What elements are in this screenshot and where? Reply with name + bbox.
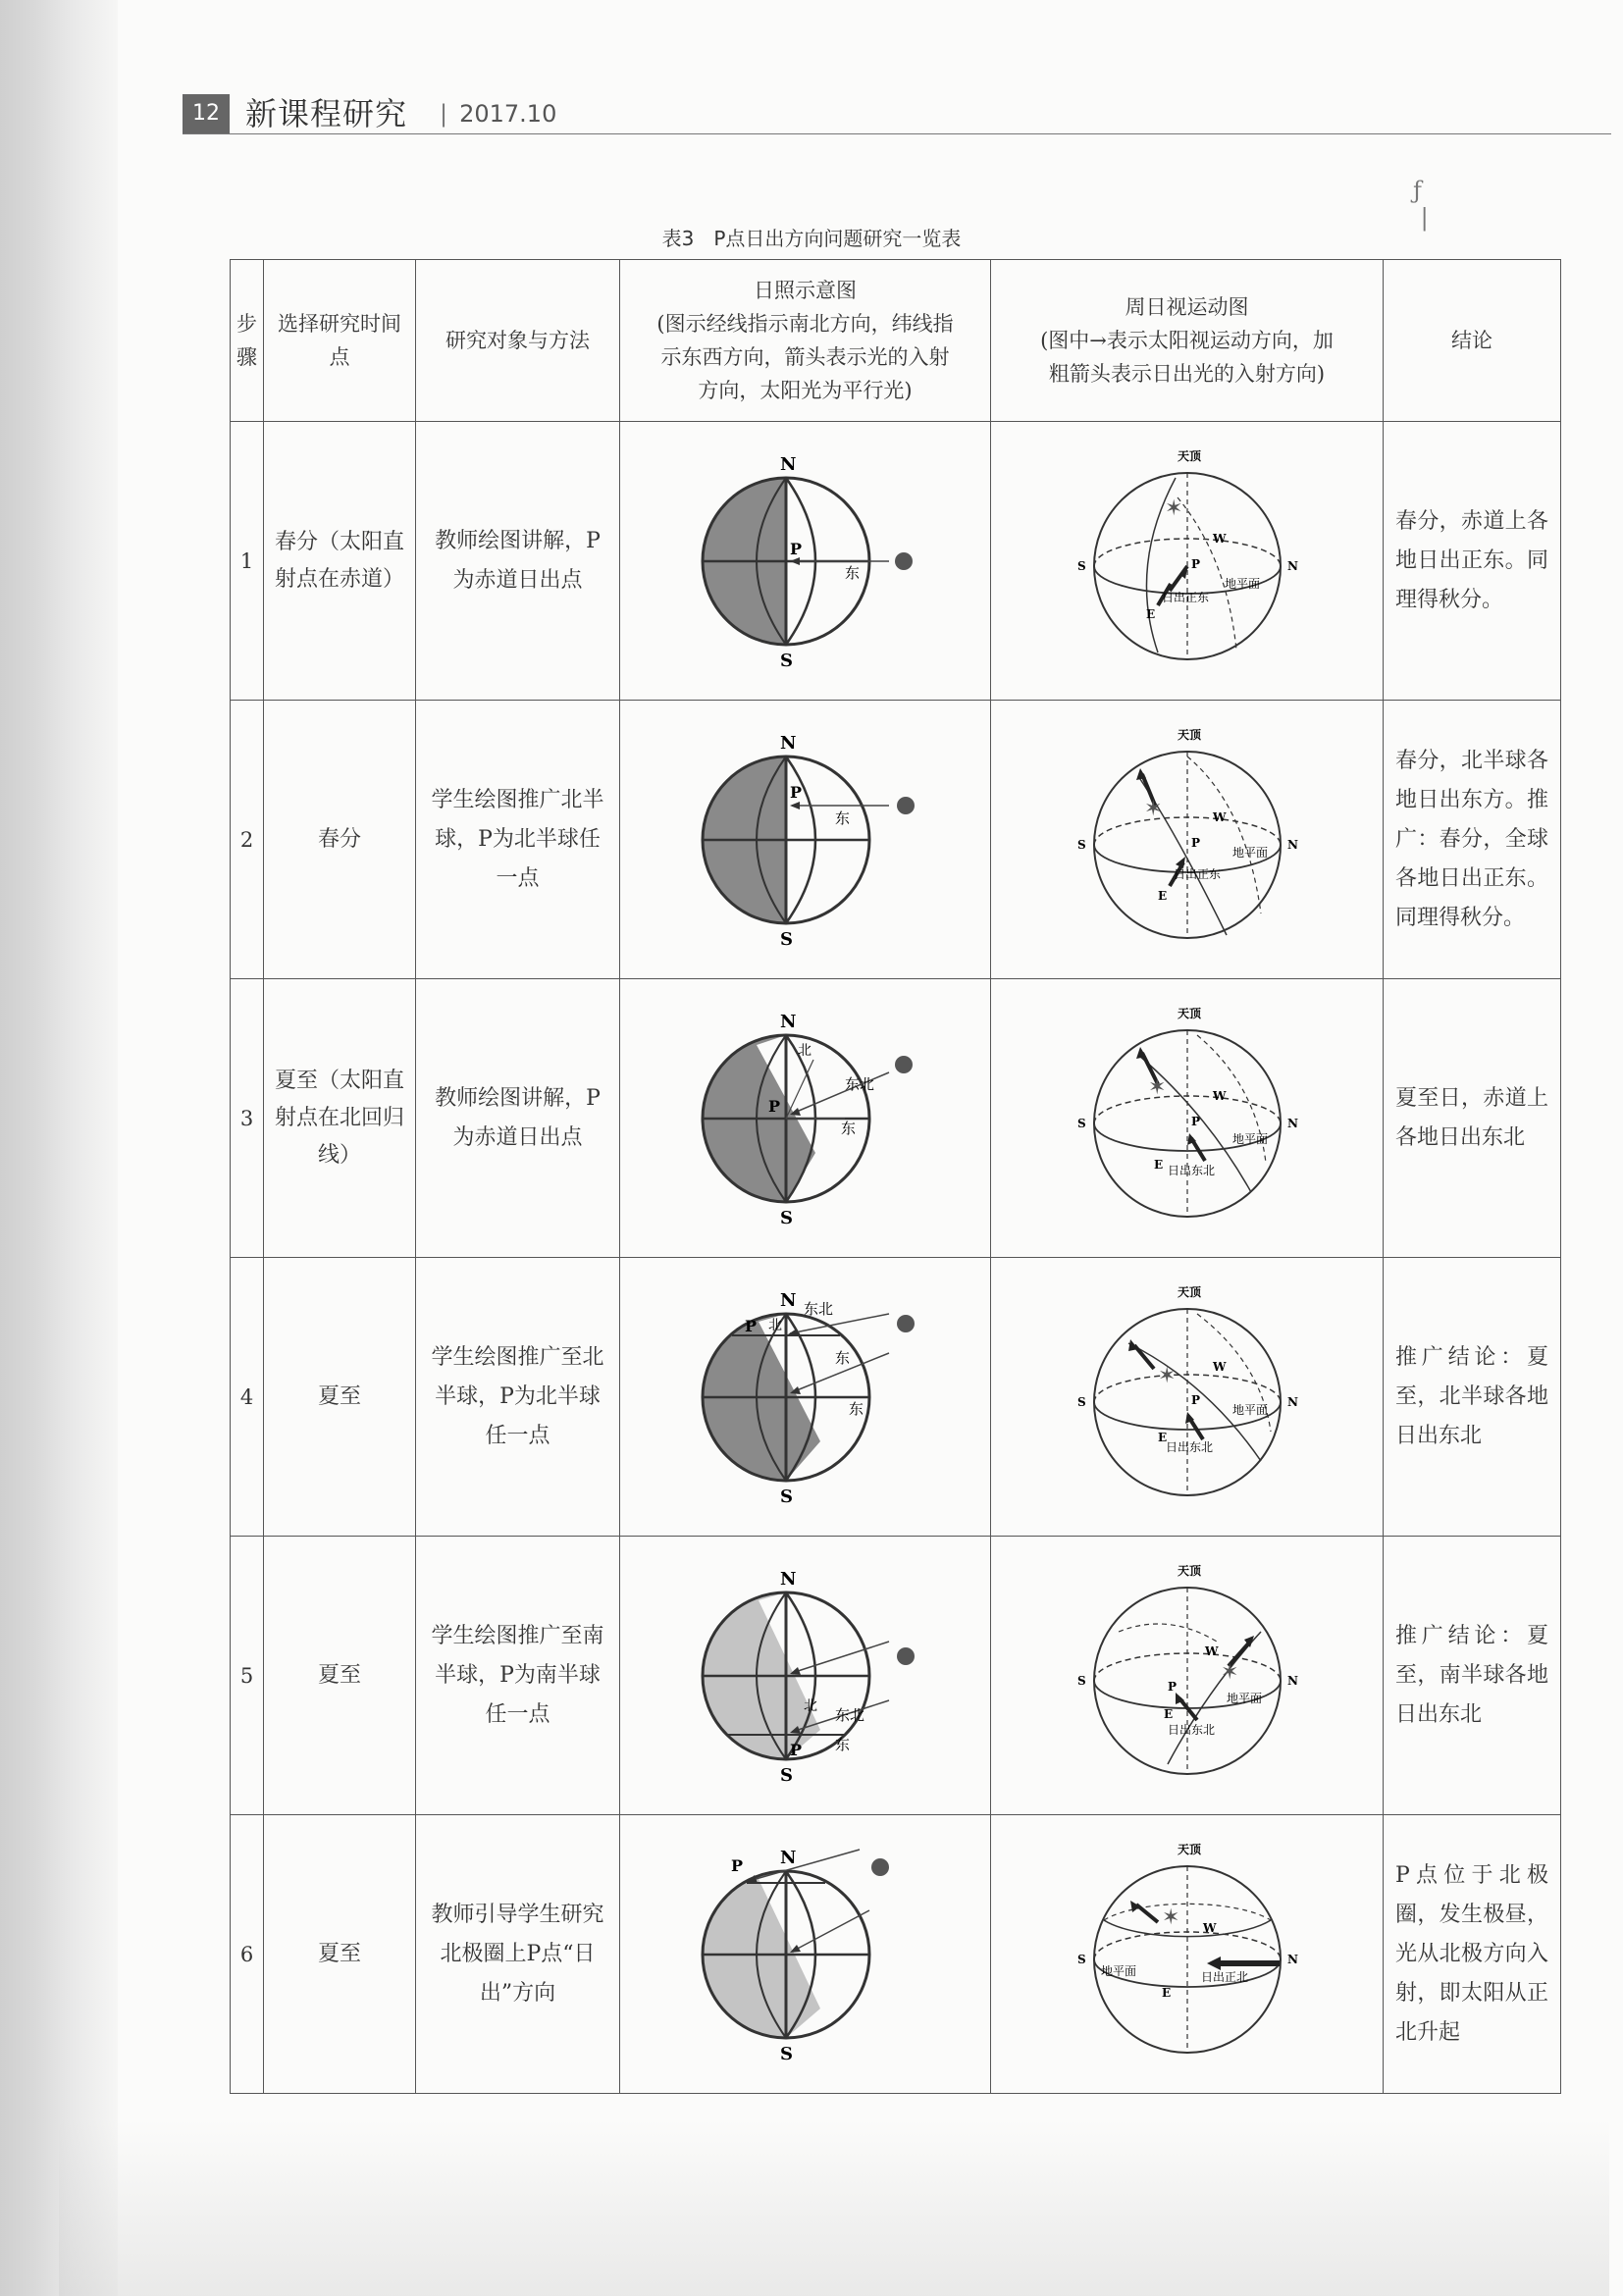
label-p: P	[1167, 1679, 1177, 1694]
label-s: S	[779, 1486, 793, 1507]
sun-path-diagram-cell	[991, 422, 1384, 701]
label-n: N	[1286, 1116, 1298, 1130]
label-n: N	[1286, 1673, 1298, 1688]
step-cell: 1	[231, 422, 264, 701]
label-n: N	[779, 1289, 796, 1311]
label-north: 北	[797, 1042, 812, 1059]
sun-path-diagram	[1060, 1553, 1315, 1799]
label-zenith: 天顶	[1177, 727, 1201, 742]
label-s: S	[1076, 1116, 1086, 1130]
label-sunrise: 日出东北	[1165, 1439, 1213, 1454]
method-cell: 学生绘图推广至北半球，P为北半球任一点	[416, 1258, 620, 1537]
label-sunrise: 日出正东	[1161, 590, 1209, 604]
label-zenith: 天顶	[1177, 448, 1201, 463]
header-sun-line-4: 方向，太阳光为平行光)	[698, 379, 913, 402]
label-horizon: 地平面	[1224, 576, 1260, 591]
label-horizon: 地平面	[1231, 1402, 1268, 1417]
header-conclusion: 结论	[1384, 260, 1561, 422]
label-east: 东	[834, 809, 850, 827]
sunlight-diagram	[688, 727, 923, 953]
table-header-row	[231, 260, 1561, 422]
conclusion-cell: 春分，赤道上各地日出正东。同理得秋分。	[1384, 422, 1561, 701]
label-horizon: 地平面	[1100, 1963, 1136, 1978]
method-cell: 教师引导学生研究北极圈上P点“日出”方向	[416, 1815, 620, 2094]
svg-text:✶: ✶	[1147, 1074, 1166, 1100]
label-n: N	[779, 1011, 796, 1032]
research-table	[230, 259, 1561, 2094]
label-zenith: 天顶	[1177, 1563, 1201, 1578]
svg-text:✶: ✶	[1143, 796, 1162, 821]
time-cell: 春分（太阳直射点在赤道）	[264, 422, 416, 701]
label-n: N	[1286, 1394, 1298, 1409]
conclusion-cell: 推广结论：夏至，南半球各地日出东北	[1384, 1537, 1561, 1815]
sun-path-diagram-cell	[991, 1537, 1384, 1815]
label-p: P	[744, 1316, 757, 1335]
label-p: P	[789, 1740, 802, 1759]
label-s: S	[1076, 1952, 1086, 1966]
header-path-line-3: 粗箭头表示日出光的入射方向)	[1048, 362, 1326, 386]
time-cell: 夏至（太阳直射点在北回归线）	[264, 979, 416, 1258]
label-w: W	[1212, 809, 1226, 824]
table-row	[231, 701, 1561, 979]
scan-bottom-shading	[59, 2119, 1609, 2296]
sun-path-diagram-cell	[991, 979, 1384, 1258]
label-horizon: 地平面	[1231, 1131, 1268, 1146]
table-row	[231, 1258, 1561, 1537]
step-cell: 4	[231, 1258, 264, 1537]
label-e: E	[1157, 1430, 1167, 1444]
label-zenith: 天顶	[1177, 1842, 1201, 1856]
label-n: N	[779, 1568, 796, 1590]
step-cell: 5	[231, 1537, 264, 1815]
label-s: S	[1076, 837, 1086, 852]
sunlight-diagram	[688, 448, 923, 674]
table-row	[231, 979, 1561, 1258]
page-number: 12	[183, 94, 230, 133]
label-north: 北	[767, 1317, 782, 1333]
time-cell: 夏至	[264, 1815, 416, 2094]
time-cell: 夏至	[264, 1537, 416, 1815]
label-w: W	[1204, 1644, 1218, 1658]
margin-pencil-marks: ƒ |	[1413, 177, 1429, 232]
label-e: E	[1163, 1706, 1173, 1721]
journal-title: 新课程研究	[245, 95, 408, 132]
step-cell: 6	[231, 1815, 264, 2094]
label-s: S	[779, 2043, 793, 2064]
conclusion-cell: 夏至日，赤道上各地日出东北	[1384, 979, 1561, 1258]
label-s: S	[779, 928, 793, 950]
label-east: 东	[834, 1735, 850, 1753]
time-cell: 夏至	[264, 1258, 416, 1537]
conclusion-cell: P点位于北极圈，发生极昼，光从北极方向入射，即太阳从正北升起	[1384, 1815, 1561, 2094]
table-title: 表3 P点日出方向问题研究一览表	[661, 227, 962, 250]
table-row	[231, 422, 1561, 701]
sunlight-diagram	[688, 1842, 923, 2067]
sunlight-diagram-cell	[620, 979, 991, 1258]
label-p: P	[1190, 556, 1200, 571]
sun-path-diagram	[1060, 1275, 1315, 1520]
label-east: 东	[844, 563, 860, 582]
label-p: P	[1190, 1392, 1200, 1407]
label-horizon: 地平面	[1231, 845, 1268, 860]
label-northeast: 东北	[834, 1705, 864, 1724]
header-step: 步骤	[231, 260, 264, 422]
sunlight-diagram-cell	[620, 1815, 991, 2094]
step-cell: 2	[231, 701, 264, 979]
label-n: N	[779, 453, 796, 475]
label-east: 东	[834, 1348, 850, 1367]
label-n: N	[1286, 1952, 1298, 1966]
time-cell: 春分	[264, 701, 416, 979]
sun-path-diagram	[1060, 717, 1315, 963]
label-north: 北	[803, 1697, 817, 1714]
label-s: S	[779, 1207, 793, 1228]
label-east: 东	[840, 1119, 856, 1137]
header-sun	[620, 260, 991, 422]
label-northeast: 东北	[844, 1074, 874, 1093]
header-sun-line-3: 示东西方向，箭头表示光的入射	[660, 345, 950, 369]
label-sunrise: 日出东北	[1167, 1163, 1215, 1177]
label-s: S	[779, 650, 793, 671]
header-time: 选择研究时间点	[264, 260, 416, 422]
label-sunrise: 日出正北	[1200, 1969, 1248, 1984]
label-p: P	[789, 782, 802, 802]
svg-text:✶: ✶	[1220, 1659, 1238, 1685]
label-e: E	[1157, 888, 1167, 903]
header-path	[991, 260, 1384, 422]
issue-number: 2017.10	[459, 100, 557, 128]
sun-path-diagram-cell	[991, 1815, 1384, 2094]
label-sunrise: 日出正东	[1173, 866, 1221, 881]
sun-path-diagram	[1060, 1832, 1315, 2077]
sun-path-diagram-cell	[991, 701, 1384, 979]
sunlight-diagram	[688, 1006, 923, 1231]
method-cell: 教师绘图讲解，P为赤道日出点	[416, 979, 620, 1258]
label-s: S	[1076, 1673, 1086, 1688]
label-w: W	[1212, 531, 1226, 546]
label-w: W	[1202, 1920, 1216, 1935]
label-east-2: 东	[848, 1399, 864, 1418]
sun-path-diagram-cell	[991, 1258, 1384, 1537]
header-path-line-2: (图中→表示太阳视运动方向，加	[1040, 329, 1334, 352]
issue-label: | 2017.10	[440, 100, 557, 128]
header-method: 研究对象与方法	[416, 260, 620, 422]
label-n: N	[1286, 837, 1298, 852]
label-p: P	[730, 1855, 743, 1875]
conclusion-cell: 推广结论：夏至，北半球各地日出东北	[1384, 1258, 1561, 1537]
scan-edge-shading	[0, 0, 118, 2296]
label-p: P	[767, 1096, 780, 1116]
label-s: S	[1076, 1394, 1086, 1409]
header-sun-line-2: (图示经线指示南北方向，纬线指	[656, 312, 954, 336]
label-zenith: 天顶	[1177, 1284, 1201, 1299]
sun-path-diagram	[1060, 996, 1315, 1241]
header-path-line-1: 周日视运动图	[1125, 295, 1249, 319]
label-northeast: 东北	[803, 1299, 833, 1318]
sunlight-diagram-cell	[620, 422, 991, 701]
label-p: P	[789, 539, 802, 558]
label-horizon: 地平面	[1226, 1691, 1262, 1705]
method-cell: 教师绘图讲解，P为赤道日出点	[416, 422, 620, 701]
label-p: P	[1190, 835, 1200, 850]
step-cell: 3	[231, 979, 264, 1258]
label-n: N	[1286, 558, 1298, 573]
label-s: S	[1076, 558, 1086, 573]
header-sun-line-1: 日照示意图	[754, 279, 857, 302]
sunlight-diagram-cell	[620, 1537, 991, 1815]
label-n: N	[779, 732, 796, 754]
label-zenith: 天顶	[1177, 1006, 1201, 1020]
conclusion-cell: 春分，北半球各地日出东方。推广：春分，全球各地日出正东。同理得秋分。	[1384, 701, 1561, 979]
label-w: W	[1212, 1359, 1226, 1374]
sun-path-diagram	[1060, 439, 1315, 684]
svg-text:✶: ✶	[1161, 1905, 1179, 1930]
label-s: S	[779, 1764, 793, 1786]
svg-text:✶: ✶	[1157, 1363, 1176, 1388]
label-sunrise: 日出东北	[1167, 1722, 1215, 1737]
label-e: E	[1145, 606, 1155, 621]
label-p: P	[1190, 1114, 1200, 1128]
method-cell: 学生绘图推广北半球，P为北半球任一点	[416, 701, 620, 979]
sunlight-diagram-cell	[620, 1258, 991, 1537]
sunlight-diagram	[688, 1563, 923, 1789]
sunlight-diagram	[688, 1284, 923, 1510]
sunlight-diagram-cell	[620, 701, 991, 979]
method-cell: 学生绘图推广至南半球，P为南半球任一点	[416, 1537, 620, 1815]
table-row	[231, 1537, 1561, 1815]
svg-text:✶: ✶	[1164, 496, 1182, 521]
table-row	[231, 1815, 1561, 2094]
label-e: E	[1161, 1985, 1171, 2000]
label-e: E	[1153, 1157, 1163, 1172]
label-w: W	[1212, 1088, 1226, 1103]
label-n: N	[779, 1847, 796, 1868]
